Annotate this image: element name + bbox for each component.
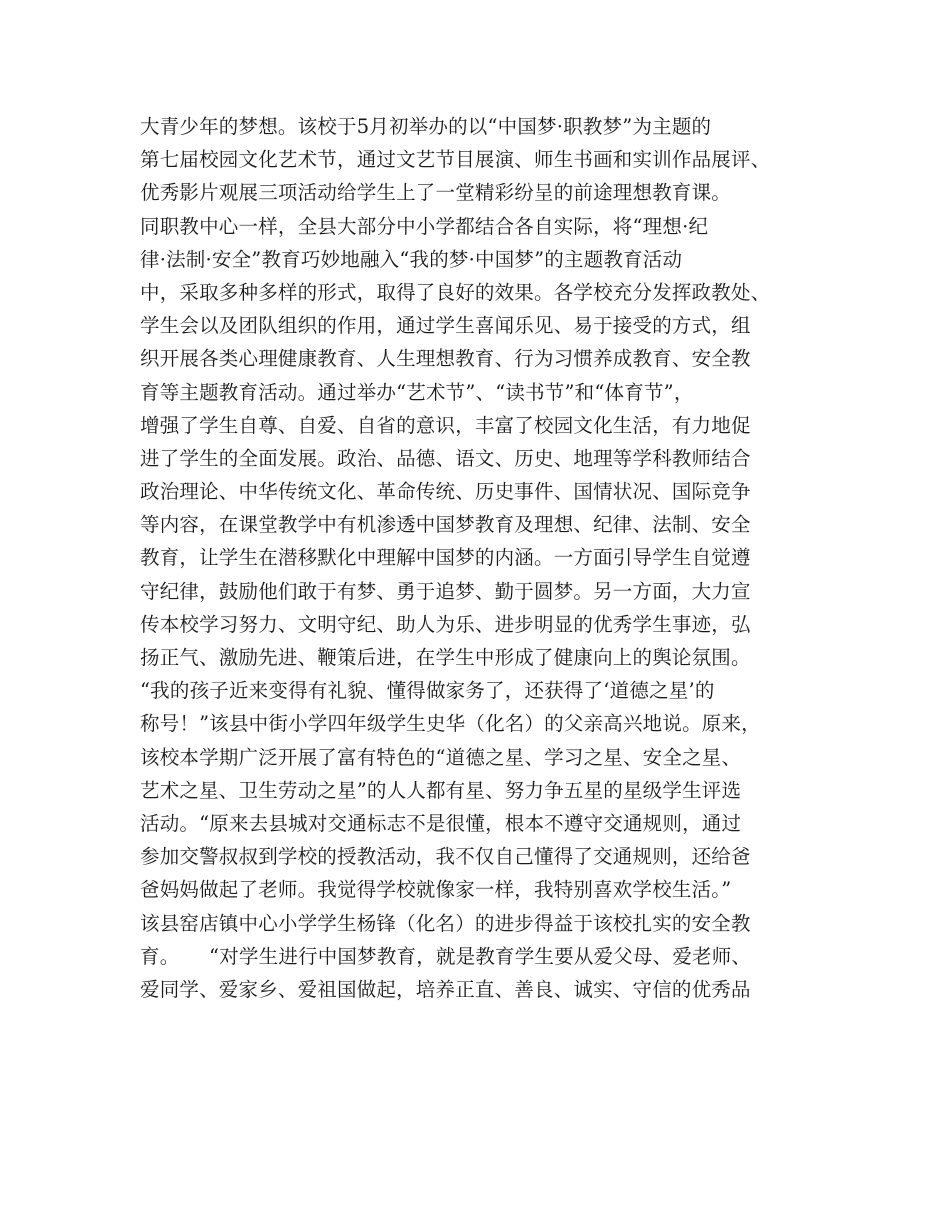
- text-line: 织开展各类心理健康教育、人生理想教育、行为习惯养成教育、安全教: [140, 347, 751, 371]
- text-line: 守纪律，鼓励他们敢于有梦、勇于追梦、勤于圆梦。另一方面，大力宣: [140, 579, 751, 603]
- text-line: 该县窑店镇中心小学学生杨锋（化名）的进步得益于该校扎实的安全教: [140, 911, 751, 935]
- text-line: 律·法制·安全”教育巧妙地融入“我的梦·中国梦”的主题教育活动: [140, 247, 683, 271]
- text-line: 进了学生的全面发展。政治、品德、语文、历史、地理等学科教师结合: [140, 446, 751, 470]
- text-line: 育。 “对学生进行中国梦教育，就是教育学生要从爱父母、爱老师、: [140, 944, 752, 968]
- text-line: 学生会以及团队组织的作用，通过学生喜闻乐见、易于接受的方式，组: [140, 314, 751, 338]
- text-line: 大青少年的梦想。该校于5月初举办的以“中国梦·职教梦”为主题的: [140, 115, 712, 138]
- text-line: 扬正气、激励先进、鞭策后进，在学生中形成了健康向上的舆论氛围。: [140, 646, 751, 669]
- text-line: 该校本学期广泛开展了富有特色的“道德之星、学习之星、安全之星、: [140, 745, 742, 769]
- text-line: 爸妈妈做起了老师。我觉得学校就像家一样，我特别喜欢学校生活。”: [140, 878, 732, 902]
- text-line: “我的孩子近来变得有礼貌、懂得做家务了，还获得了‘道德之星’的: [140, 679, 715, 703]
- text-line: 传本校学习努力、文明守纪、助人为乐、进步明显的优秀学生事迹，弘: [140, 612, 751, 636]
- text-line: 政治理论、中华传统文化、革命传统、历史事件、国情状况、国际竞争: [140, 480, 751, 504]
- text-line: 教育，让学生在潜移默化中理解中国梦的内涵。一方面引导学生自觉遵: [140, 546, 751, 570]
- text-line: 中，采取多种多样的形式，取得了良好的效果。各学校充分发挥政教处、: [140, 280, 771, 304]
- text-line: 第七届校园文化艺术节，通过文艺节目展演、师生书画和实训作品展评、: [140, 148, 771, 172]
- text-line: 育等主题教育活动。通过举办“艺术节”、“读书节”和“体育节”，: [140, 380, 694, 404]
- text-line: 优秀影片观展三项活动给学生上了一堂精彩纷呈的前途理想教育课。: [140, 181, 732, 205]
- text-line: 活动。“原来去县城对交通标志不是很懂，根本不遵守交通规则，通过: [140, 811, 742, 835]
- text-line: 称号！”该县中街小学四年级学生史华（化名）的父亲高兴地说。原来，: [140, 712, 761, 736]
- text-line: 艺术之星、卫生劳动之星”的人人都有星、努力争五星的星级学生评选: [140, 778, 742, 802]
- text-line: 等内容，在课堂教学中有机渗透中国梦教育及理想、纪律、法制、安全: [140, 513, 751, 537]
- text-line: 同职教中心一样，全县大部分中小学都结合各自实际，将“理想·纪: [140, 214, 709, 238]
- text-line: 爱同学、爱家乡、爱祖国做起，培养正直、善良、诚实、守信的优秀品: [140, 977, 751, 1001]
- text-line: 增强了学生自尊、自爱、自省的意识，丰富了校园文化生活，有力地促: [140, 413, 751, 437]
- text-line: 参加交警叔叔到学校的授教活动，我不仅自己懂得了交通规则，还给爸: [140, 845, 751, 869]
- body-text: [140, 110, 830, 1006]
